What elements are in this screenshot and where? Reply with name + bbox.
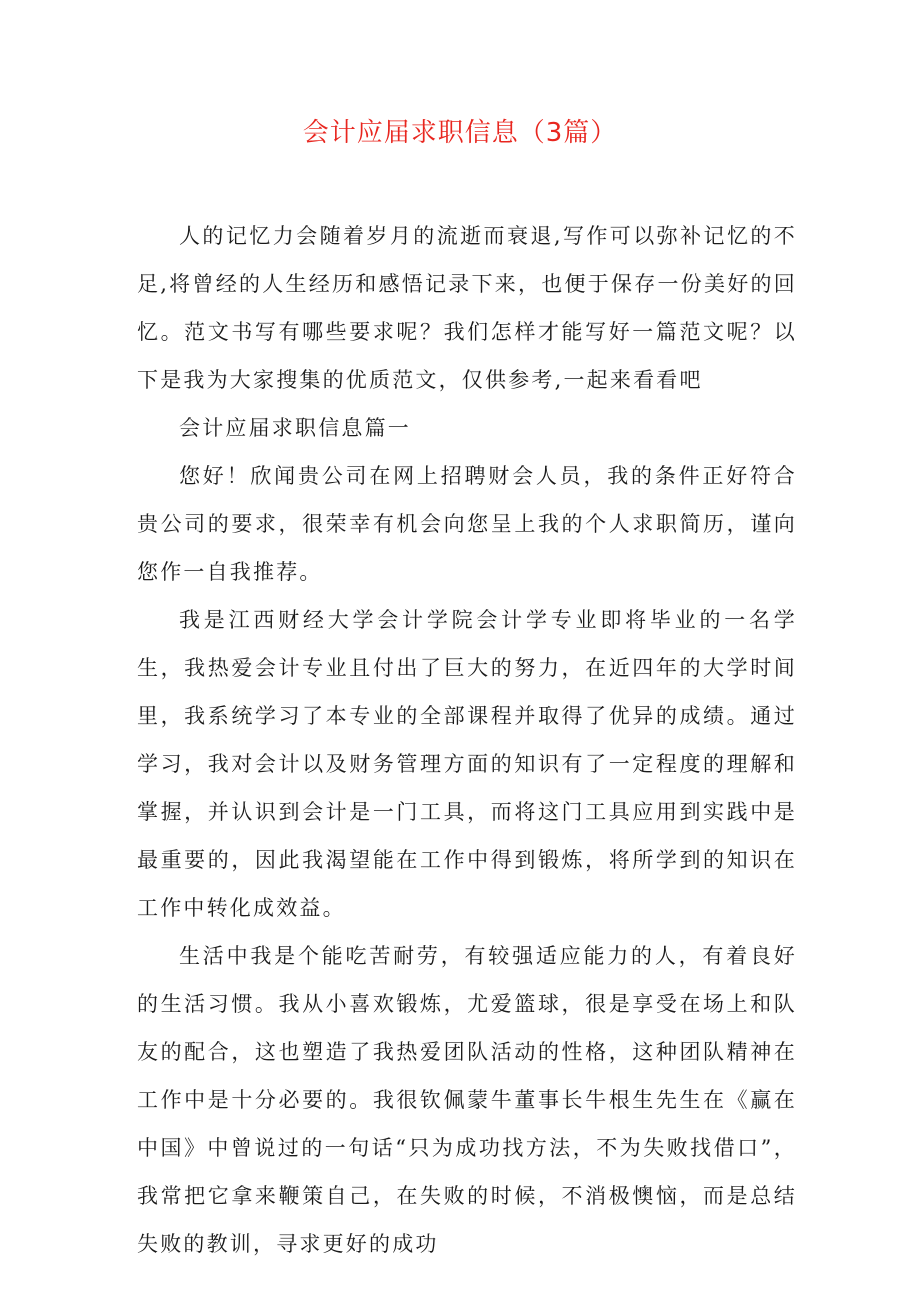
greeting-paragraph: 您好！欣闻贵公司在网上招聘财会人员，我的条件正好符合贵公司的要求，很荣幸有机会向您呈上我的个人求职简历，谨向您作一自我推荐。 [137,464,797,584]
section-heading: 会计应届求职信息篇一 [179,416,411,440]
life-paragraph: 生活中我是个能吃苦耐劳，有较强适应能力的人，有着良好的生活习惯。我从小喜欢锻炼，尤爱篮球，很是享受在场上和队友的配合，这也塑造了我热爱团队活动的性格，这种团队精神在工作中是十分必要的。我很钦佩蒙牛董事长牛根生先生在《赢在中国》中曾说过的一句话“只为成功找方法，不为失败找借口”，我常把它拿来鞭策自己，在失败的时候，不消极懊恼，而是总结失败的教训，寻求更好的成功 [137,944,797,1256]
document-title: 会计应届求职信息（3篇） [302,118,618,148]
education-paragraph: 我是江西财经大学会计学院会计学专业即将毕业的一名学生，我热爱会计专业且付出了巨大的努力，在近四年的大学时间里，我系统学习了本专业的全部课程并取得了优异的成绩。通过学习，我对会计以及财务管理方面的知识有了一定程度的理解和掌握，并认识到会计是一门工具，而将这门工具应用到实践中是最重要的，因此我渴望能在工作中得到锻炼，将所学到的知识在工作中转化成效益。 [137,608,797,920]
intro-paragraph: 人的记忆力会随着岁月的流逝而衰退,写作可以弥补记忆的不足,将曾经的人生经历和感悟记录下来，也便于保存一份美好的回忆。范文书写有哪些要求呢？我们怎样才能写好一篇范文呢？以下是我为大家搜集的优质范文，仅供参考,一起来看看吧 [137,224,797,392]
document-body [137,212,797,1268]
